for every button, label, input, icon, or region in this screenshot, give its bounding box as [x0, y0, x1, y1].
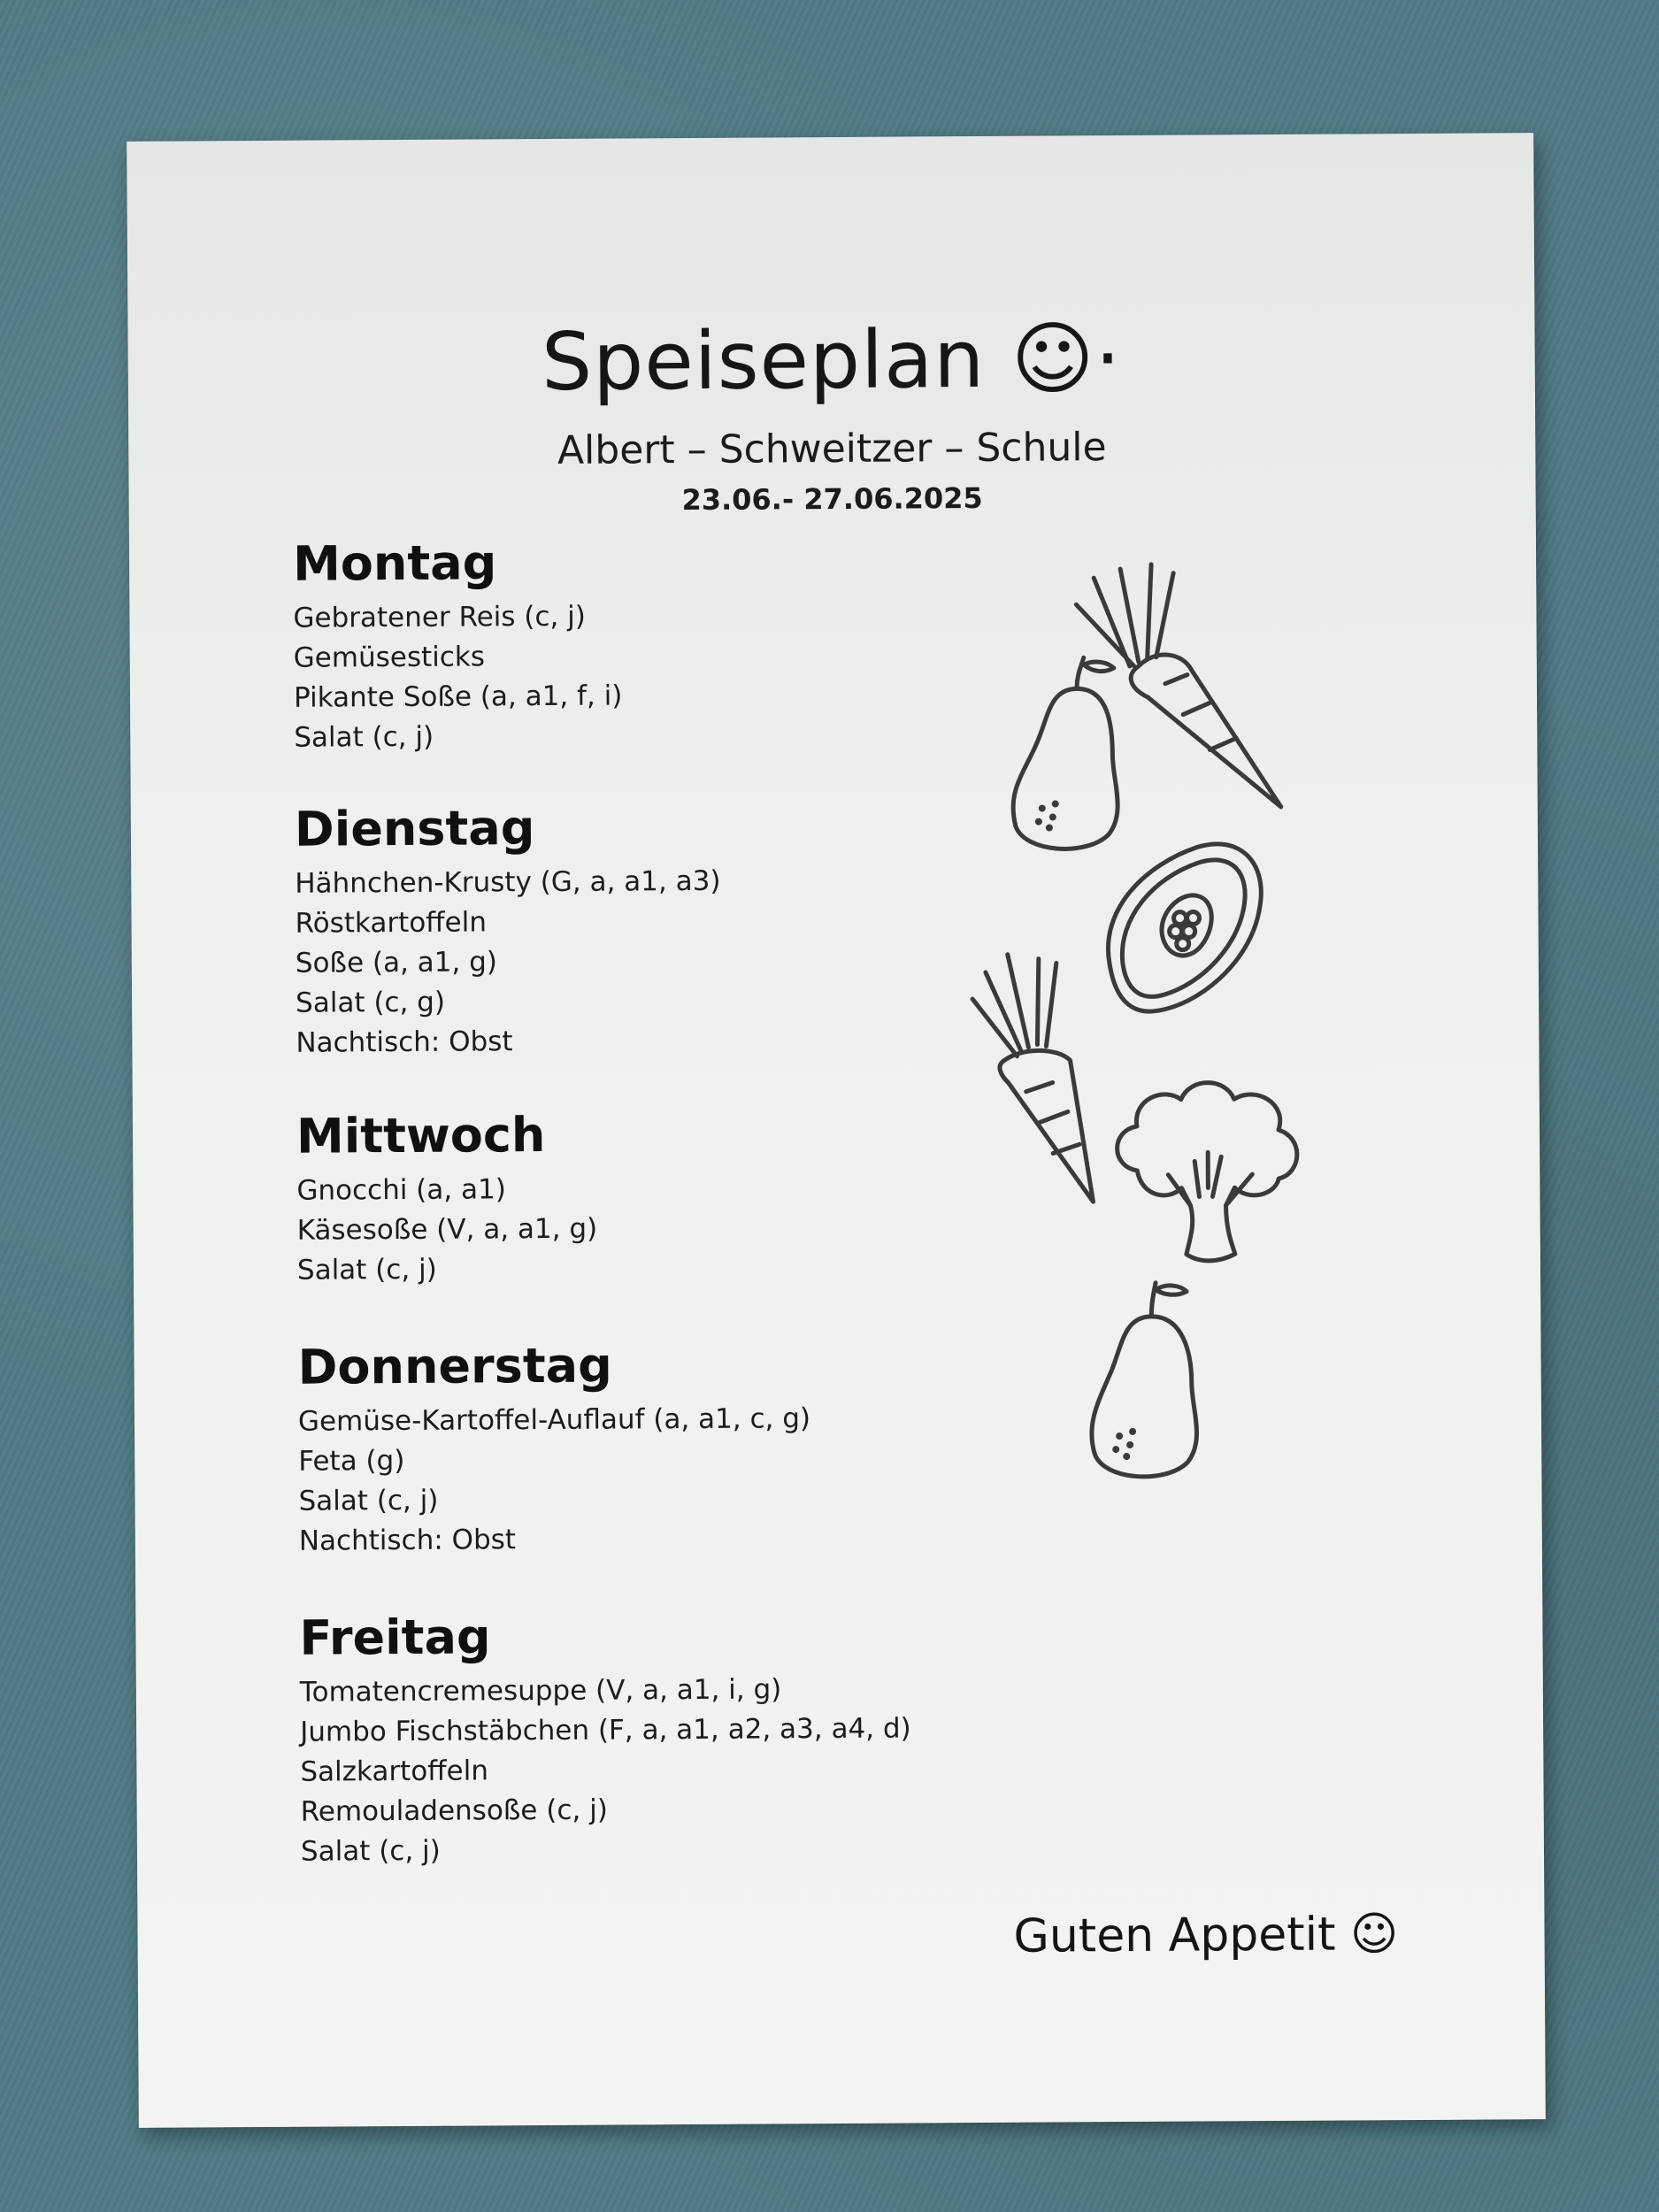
- menu-item: Soße (a, a1, g): [295, 946, 498, 979]
- day-section-monday: [293, 534, 623, 757]
- broccoli-icon: [1102, 1064, 1315, 1268]
- menu-item: Hähnchen-Krusty (G, a, a1, a3): [295, 864, 721, 900]
- menu-item: Käsesoße (V, a, a1, g): [296, 1212, 598, 1247]
- menu-item: Salat (c, g): [296, 986, 446, 1019]
- menu-item: Pikante Soße (a, a1, f, i): [293, 680, 623, 714]
- menu-item: Remouladensoße (c, j): [300, 1793, 608, 1828]
- menu-item: Feta (g): [298, 1444, 405, 1478]
- menu-item: Tomatencremesuppe (V, a, a1, i, g): [299, 1673, 782, 1709]
- day-section-thursday: [297, 1337, 811, 1562]
- menu-item: Salat (c, j): [298, 1484, 439, 1517]
- day-heading: Montag: [292, 534, 497, 592]
- menu-item: Nachtisch: Obst: [298, 1524, 517, 1557]
- day-heading: Freitag: [299, 1609, 491, 1666]
- menu-item: Gemüsesticks: [293, 641, 486, 674]
- menu-item: Gemüse-Kartoffel-Auflauf (a, a1, c, g): [297, 1402, 811, 1438]
- closing-message: Guten Appetit ☺: [1013, 1908, 1399, 1963]
- menu-item: Gebratener Reis (c, j): [293, 600, 587, 634]
- day-heading: Donnerstag: [297, 1337, 612, 1395]
- pear-icon: [979, 640, 1158, 862]
- day-heading: Dienstag: [294, 800, 535, 857]
- menu-item: Nachtisch: Obst: [296, 1025, 513, 1059]
- date-range: 23.06.- 27.06.2025: [681, 480, 983, 518]
- day-section-wednesday: [296, 1108, 598, 1291]
- school-name: Albert – Schweitzer – Schule: [557, 425, 1107, 473]
- pear-icon: [1058, 1263, 1237, 1494]
- day-section-friday: [299, 1607, 911, 1871]
- day-heading: Mittwoch: [296, 1107, 546, 1164]
- menu-item: Gnocchi (a, a1): [296, 1173, 506, 1207]
- page-title: Speiseplan ☺·: [541, 312, 1122, 410]
- menu-item: Röstkartoffeln: [295, 906, 488, 940]
- menu-item: Salat (c, j): [300, 1834, 441, 1868]
- menu-item: Salat (c, j): [296, 1253, 437, 1286]
- day-section-tuesday: [295, 800, 722, 1064]
- menu-item: Salat (c, j): [294, 720, 434, 754]
- menu-item: Jumbo Fischstäbchen (F, a, a1, a2, a3, a4, d): [300, 1712, 911, 1748]
- menu-sheet: [127, 133, 1546, 2128]
- menu-item: Salzkartoffeln: [300, 1755, 489, 1788]
